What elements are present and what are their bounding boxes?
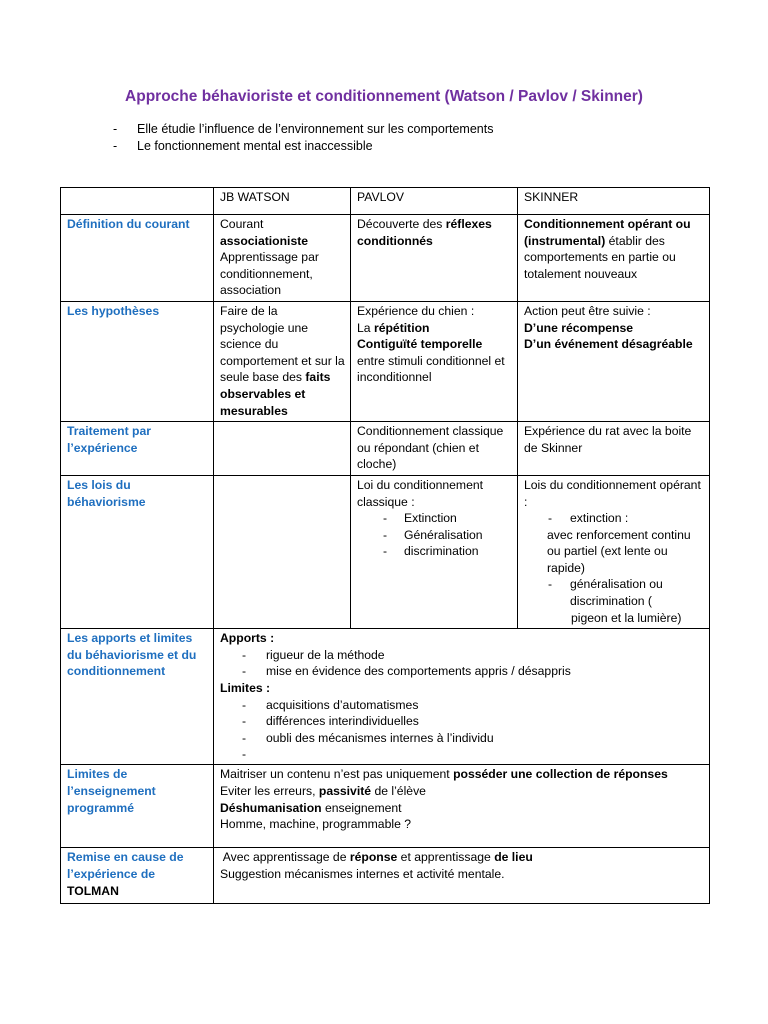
skinner-cell <box>518 475 710 628</box>
cell-text: Eviter les erreurs, <box>220 784 319 798</box>
cell-text: Avec apprentissage de <box>220 850 350 865</box>
list-item: - oubli des mécanismes internes à l’individu <box>220 730 704 747</box>
table-row-lois <box>61 475 710 628</box>
apports-cell <box>214 629 710 765</box>
cell-text: Action peut être suivie : <box>524 303 651 318</box>
row-label: Les hypothèses <box>61 301 214 421</box>
cell-text-bold: faits observables et mesurables <box>220 370 331 418</box>
header-cell-watson: JB WATSON <box>214 188 351 215</box>
cell-text: pigeon et la lumière) <box>571 610 682 625</box>
cell-text-bold: associationiste <box>220 233 309 248</box>
document-title: Approche béhavioriste et conditionnement (Watson / Pavlov / Skinner) <box>125 88 643 105</box>
cell-line <box>220 800 704 817</box>
table-row-definition <box>61 215 710 302</box>
cell-line <box>357 320 512 337</box>
row-label: Définition du courant <box>61 215 214 302</box>
list-item <box>220 746 704 762</box>
watson-cell <box>214 215 351 302</box>
table-header-row <box>61 188 710 215</box>
comparison-table <box>60 187 710 904</box>
skinner-cell <box>518 301 710 421</box>
row-label: Les lois du béhaviorisme <box>61 475 214 628</box>
list-item: - rigueur de la méthode <box>220 647 704 664</box>
table-row-tolman <box>61 848 710 904</box>
pavlov-cell <box>351 475 518 628</box>
cell-text: Lois du conditionnement opérant : <box>524 477 701 509</box>
cell-text: et apprentissage <box>397 850 495 865</box>
pavlov-cell <box>351 301 518 421</box>
skinner-cell <box>518 215 710 302</box>
list-item: - acquisitions d’automatismes <box>220 697 704 714</box>
cell-text: Apprentissage par conditionnement, association <box>220 250 319 298</box>
pavlov-laws-list <box>357 510 512 560</box>
table-row-limites-programme <box>61 765 710 848</box>
table-row-apports <box>61 629 710 765</box>
row-label <box>61 848 214 904</box>
pavlov-cell <box>351 215 518 302</box>
table-row-hypotheses <box>61 301 710 421</box>
cell-line <box>220 849 704 866</box>
skinner-laws-list <box>524 576 704 609</box>
watson-cell <box>214 475 351 628</box>
cell-text-bold: répétition <box>373 320 430 335</box>
apports-title: Apports : <box>220 631 275 646</box>
cell-line <box>220 783 704 800</box>
limites-list <box>220 697 704 763</box>
cell-text: enseignement <box>321 800 402 815</box>
intro-list <box>113 121 493 155</box>
cell-text-bold: réflexes conditionnés <box>357 217 492 248</box>
row-label-text: Remise en cause de l’expérience de <box>67 850 184 881</box>
cell-text-bold: D’un événement désagréable <box>524 337 693 352</box>
cell-text-bold: Déshumanisation <box>220 800 322 815</box>
header-cell-pavlov: PAVLOV <box>351 188 518 215</box>
list-item: - discrimination <box>357 543 512 560</box>
table-row-traitement <box>61 422 710 476</box>
list-item: - généralisation ou discrimination ( <box>524 576 704 609</box>
cell-text: Homme, machine, programmable ? <box>220 817 412 832</box>
cell-text: Loi du conditionnement classique : <box>357 477 484 509</box>
limites-prog-cell <box>214 765 710 848</box>
cell-text-bold: Conditionnement opérant ou (instrumental) <box>524 217 691 248</box>
cell-text: Faire de la psychologie une science du comportement et sur la seule base des <box>220 303 345 385</box>
pavlov-cell: Conditionnement classique ou répondant (chien et cloche) <box>351 422 518 476</box>
cell-text-bold: réponse <box>349 850 398 865</box>
row-label: Traitement par l’expérience <box>61 422 214 476</box>
tolman-cell <box>214 848 710 904</box>
cell-text: La <box>357 320 374 335</box>
cell-text-bold: passivité <box>318 784 372 798</box>
cell-text-bold: posséder une collection de réponses <box>453 767 668 782</box>
apports-list <box>220 647 704 680</box>
row-label: Limites de l’enseignement programmé <box>61 765 214 848</box>
list-item: - mise en évidence des comportements appris / désappris <box>220 663 704 680</box>
cell-text: avec renforcement continu ou partiel (ext lente ou rapide) <box>547 527 691 575</box>
cell-text-bold: Contiguïté temporelle <box>357 337 483 352</box>
limites-title: Limites : <box>220 681 271 696</box>
intro-item-text: Le fonctionnement mental est inaccessible <box>137 139 373 153</box>
list-item: - différences interindividuelles <box>220 713 704 730</box>
header-cell-empty <box>61 188 214 215</box>
cell-line <box>220 766 704 783</box>
cell-text-bold: D’une récompense <box>524 320 634 335</box>
intro-item: - Elle étudie l’influence de l’environnement sur les comportements <box>113 122 494 136</box>
cell-text-bold: de lieu <box>494 850 533 865</box>
watson-cell <box>214 301 351 421</box>
cell-text: Maitriser un contenu n’est pas uniquement <box>220 767 454 782</box>
cell-text: Courant <box>220 217 264 231</box>
cell-text: de l’élève <box>371 784 426 798</box>
list-item: - extinction : <box>524 510 704 527</box>
cell-text: entre stimuli conditionnel et inconditionnel <box>357 353 505 385</box>
skinner-cell: Expérience du rat avec la boite de Skinner <box>518 422 710 476</box>
skinner-laws-list <box>524 510 704 527</box>
row-label: Les apports et limites du béhaviorisme et du conditionnement <box>61 629 214 765</box>
intro-item-text: Elle étudie l’influence de l’environnement sur les comportements <box>137 122 494 136</box>
header-cell-skinner: SKINNER <box>518 188 710 215</box>
list-item: - Extinction <box>357 510 512 527</box>
cell-text: établir des comportements en partie ou totalement nouveaux <box>524 233 676 281</box>
cell-text: Découverte des <box>357 217 446 231</box>
intro-item: - Le fonctionnement mental est inaccessible <box>113 139 373 153</box>
watson-cell <box>214 422 351 476</box>
cell-text: Expérience du chien : <box>357 303 475 318</box>
cell-text: Suggestion mécanismes internes et activité mentale. <box>220 867 505 881</box>
list-item: - Généralisation <box>357 527 512 544</box>
row-label-bold: TOLMAN <box>67 883 119 898</box>
